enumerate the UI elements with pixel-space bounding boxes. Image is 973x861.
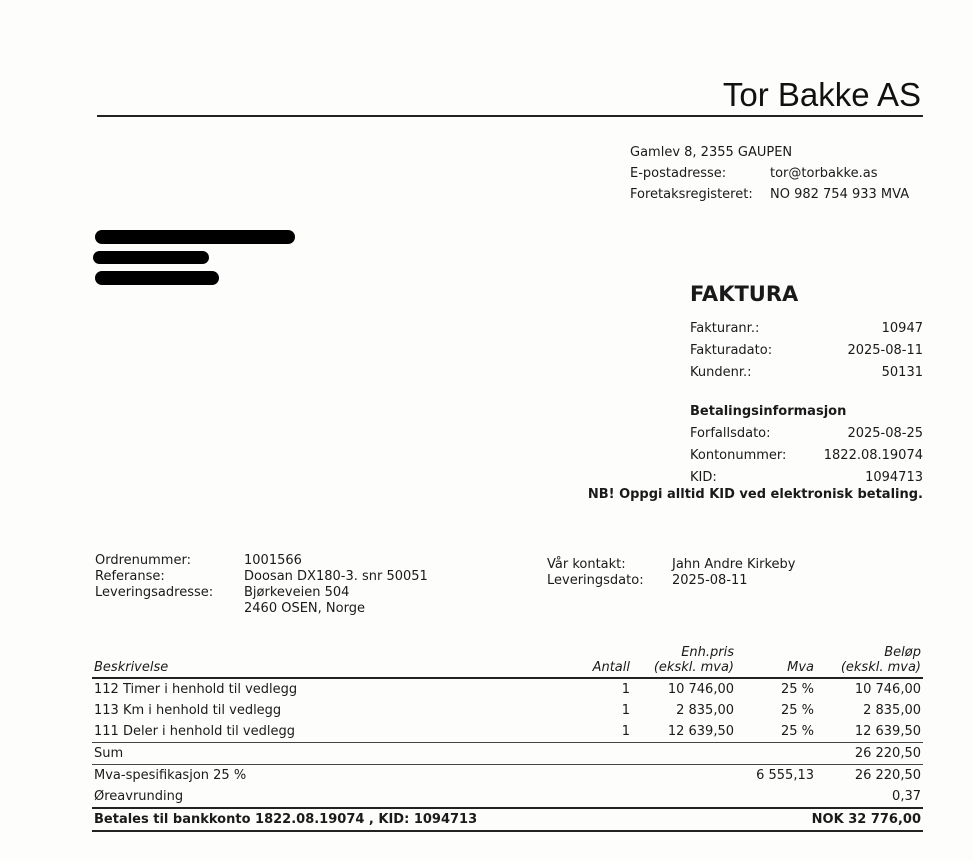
redaction-bar-1 [95,230,295,244]
header-unit-price [632,645,736,678]
customer-number-row [690,365,923,387]
header-quantity: Antall [592,660,630,675]
line-quantity: 1 [621,703,630,718]
redaction-bar-2 [93,251,209,264]
email-label: E-postadresse: [630,166,727,181]
header-amount [816,645,923,678]
company-name: Tor Bakke AS [722,76,921,113]
reference-row [95,569,428,585]
rounding-row [92,786,923,808]
line-quantity: 1 [621,682,630,697]
payment-title [690,404,923,426]
due-date-value: 2025-08-25 [847,426,923,441]
vat-spec-vat-amount: 6 555,13 [756,768,814,783]
table-row [92,678,923,700]
line-unit-price: 10 746,00 [667,682,734,697]
order-number-value: 1001566 [244,553,302,568]
rounding-label: Øreavrunding [94,789,184,804]
header-amount-line1: Beløp [884,645,921,660]
registry-value: NO 982 754 933 MVA [770,187,910,202]
kid-value: 1094713 [865,470,923,485]
line-vat: 25 % [780,682,814,697]
table-row [92,700,923,721]
line-description: 111 Deler i henhold til vedlegg [94,724,295,739]
vat-spec-row [92,765,923,787]
order-number-row [95,553,428,569]
reference-label: Referanse: [95,569,165,584]
invoice-details [690,321,923,387]
header-unit-price-line1: Enh.pris [681,645,734,660]
contact-value: Jahn Andre Kirkeby [672,557,796,572]
table-row [92,721,923,743]
invoice-number-label: Fakturanr.: [690,321,760,336]
payment-details [690,404,923,492]
delivery-date-label: Leveringsdato: [547,573,644,588]
delivery-address-row-2 [95,601,428,617]
total-amount: NOK 32 776,00 [811,812,921,827]
invoice-number-row [690,321,923,343]
header-description: Beskrivelse [94,660,169,675]
account-number-label: Kontonummer: [690,448,787,463]
delivery-address-line2: 2460 OSEN, Norge [244,601,365,616]
sum-label: Sum [94,746,124,761]
customer-number-label: Kundenr.: [690,365,752,380]
line-amount: 10 746,00 [854,682,921,697]
registry-label: Foretaksregisteret: [630,187,753,202]
total-row [92,808,923,831]
table-header-row [92,645,923,678]
invoice-title: FAKTURA [690,282,799,306]
company-street: Gamlev 8, 2355 GAUPEN [630,145,793,160]
vat-spec-amount: 26 220,50 [854,768,921,783]
line-vat: 25 % [780,724,814,739]
contact-details [547,557,795,589]
reference-value: Doosan DX180-3. snr 50051 [244,569,428,584]
invoice-date-row [690,343,923,365]
due-date-row [690,426,923,448]
delivery-address-blank-label [95,601,244,617]
delivery-address-row [95,585,428,601]
email-value: tor@torbakke.as [770,166,878,181]
header-divider [97,115,923,117]
vat-spec-label: Mva-spesifikasjon 25 % [94,768,247,783]
line-unit-price: 2 835,00 [676,703,734,718]
rounding-amount: 0,37 [892,789,921,804]
line-amount: 12 639,50 [854,724,921,739]
line-vat: 25 % [780,703,814,718]
header-vat: Mva [787,660,814,675]
company-email-row [630,163,909,184]
contact-row [547,557,795,573]
due-date-label: Forfallsdato: [690,426,771,441]
total-label: Betales til bankkonto 1822.08.19074 , KID: 1094713 [94,812,478,827]
account-number-value: 1822.08.19074 [823,448,923,463]
invoice-number-value: 10947 [881,321,923,336]
invoice-date-value: 2025-08-11 [847,343,923,358]
delivery-date-row [547,573,795,589]
invoice-lines-table [92,645,923,832]
sum-amount: 26 220,50 [854,746,921,761]
kid-label: KID: [690,470,717,485]
contact-label: Vår kontakt: [547,557,626,572]
order-details [95,553,428,617]
invoice-date-label: Fakturadato: [690,343,773,358]
header-unit-price-line2: (ekskl. mva) [653,660,734,675]
line-unit-price: 12 639,50 [667,724,734,739]
payment-note: NB! Oppgi alltid KID ved elektronisk betaling. [587,487,923,502]
line-quantity: 1 [621,724,630,739]
delivery-address-label: Leveringsadresse: [95,585,214,600]
company-address-block [630,142,909,205]
line-amount: 2 835,00 [863,703,921,718]
order-number-label: Ordrenummer: [95,553,191,568]
header-amount-line2: (ekskl. mva) [840,660,921,675]
delivery-date-value: 2025-08-11 [672,573,748,588]
line-description: 113 Km i henhold til vedlegg [94,703,282,718]
payment-title-text: Betalingsinformasjon [690,404,847,419]
sum-row [92,743,923,765]
redaction-bar-3 [95,271,219,285]
account-number-row [690,448,923,470]
line-description: 112 Timer i henhold til vedlegg [94,682,298,697]
customer-number-value: 50131 [881,365,923,380]
delivery-address-line1: Bjørkeveien 504 [244,585,350,600]
company-registry-row [630,184,909,205]
